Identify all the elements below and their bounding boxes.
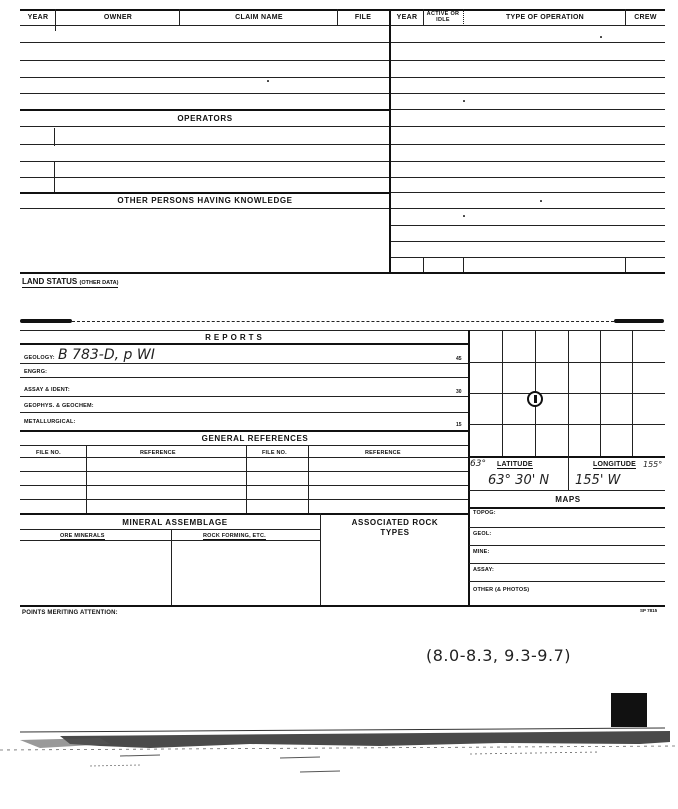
longitude-value: 155' W (575, 473, 621, 488)
scan-edge-left (20, 319, 72, 323)
maps-assay-label: ASSAY: (473, 567, 495, 573)
scan-edge-right (614, 319, 664, 323)
col-header-year: YEAR (27, 14, 49, 21)
maps-other-label: OTHER (& PHOTOS) (473, 587, 530, 593)
other-persons-heading: OTHER PERSONS HAVING KNOWLEDGE (117, 196, 293, 205)
points-meriting-attention-label: POINTS MERITING ATTENTION: (22, 610, 118, 616)
scan-noise-band (0, 722, 678, 782)
report-scale-45: 45 (456, 356, 462, 362)
lat-prefix: 63° (470, 459, 486, 469)
land-status-sublabel: (OTHER DATA) (79, 280, 119, 286)
longitude-suffix: 155° (643, 460, 663, 469)
report-scale-30: 30 (456, 389, 462, 395)
form-number: SP 7815 (640, 608, 658, 613)
metallurgical-label: METALLURGICAL: (24, 419, 76, 425)
col-header-file: FILE (354, 14, 372, 21)
ref-header-reference-2: REFERENCE (365, 450, 401, 456)
longitude-label: LONGITUDE (593, 461, 637, 468)
reports-heading: REPORTS (205, 333, 265, 342)
col-header-ops-year: YEAR (396, 14, 418, 21)
location-marker (527, 391, 543, 407)
handwritten-range-note: (8.0-8.3, 9.3-9.7) (426, 646, 571, 665)
ref-header-file-no-1: FILE NO. (36, 450, 61, 456)
ore-minerals-label: ORE MINERALS (60, 533, 105, 539)
maps-geol-label: GEOL: (473, 531, 492, 537)
col-header-owner: OWNER (103, 14, 133, 21)
operators-heading: OPERATORS (177, 114, 233, 123)
rock-forming-label: ROCK FORMING, ETC. (203, 533, 266, 539)
ref-header-file-no-2: FILE NO. (262, 450, 287, 456)
mineral-assemblage-heading: MINERAL ASSEMBLAGE (122, 518, 228, 527)
col-header-type-of-operation: TYPE OF OPERATION (505, 14, 585, 21)
col-header-active-or-idle: ACTIVE OR IDLE (426, 11, 460, 23)
geophys-geochem-label: GEOPHYS. & GEOCHEM: (24, 403, 94, 409)
maps-topog-label: TOPOG: (473, 510, 496, 516)
maps-mine-label: MINE: (473, 549, 490, 555)
latitude-label: LATITUDE (497, 461, 533, 468)
engrg-label: ENGRG: (24, 369, 48, 375)
col-header-claim-name: CLAIM NAME (235, 14, 283, 21)
maps-heading: MAPS (555, 495, 581, 504)
ref-header-reference-1: REFERENCE (140, 450, 176, 456)
col-header-crew: CREW (634, 14, 657, 21)
geology-label: GEOLOGY: (24, 355, 55, 361)
report-scale-15: 15 (456, 422, 462, 428)
associated-rock-types-heading: ASSOCIATED ROCK TYPES (351, 518, 439, 537)
latitude-value: 63° 30' N (488, 473, 550, 488)
land-status-label (22, 277, 118, 288)
general-references-heading: GENERAL REFERENCES (201, 434, 309, 443)
geology-value: B 783-D, p WI (58, 347, 155, 363)
land-status-text: LAND STATUS (22, 277, 78, 286)
assay-ident-label: ASSAY & IDENT: (24, 387, 70, 393)
